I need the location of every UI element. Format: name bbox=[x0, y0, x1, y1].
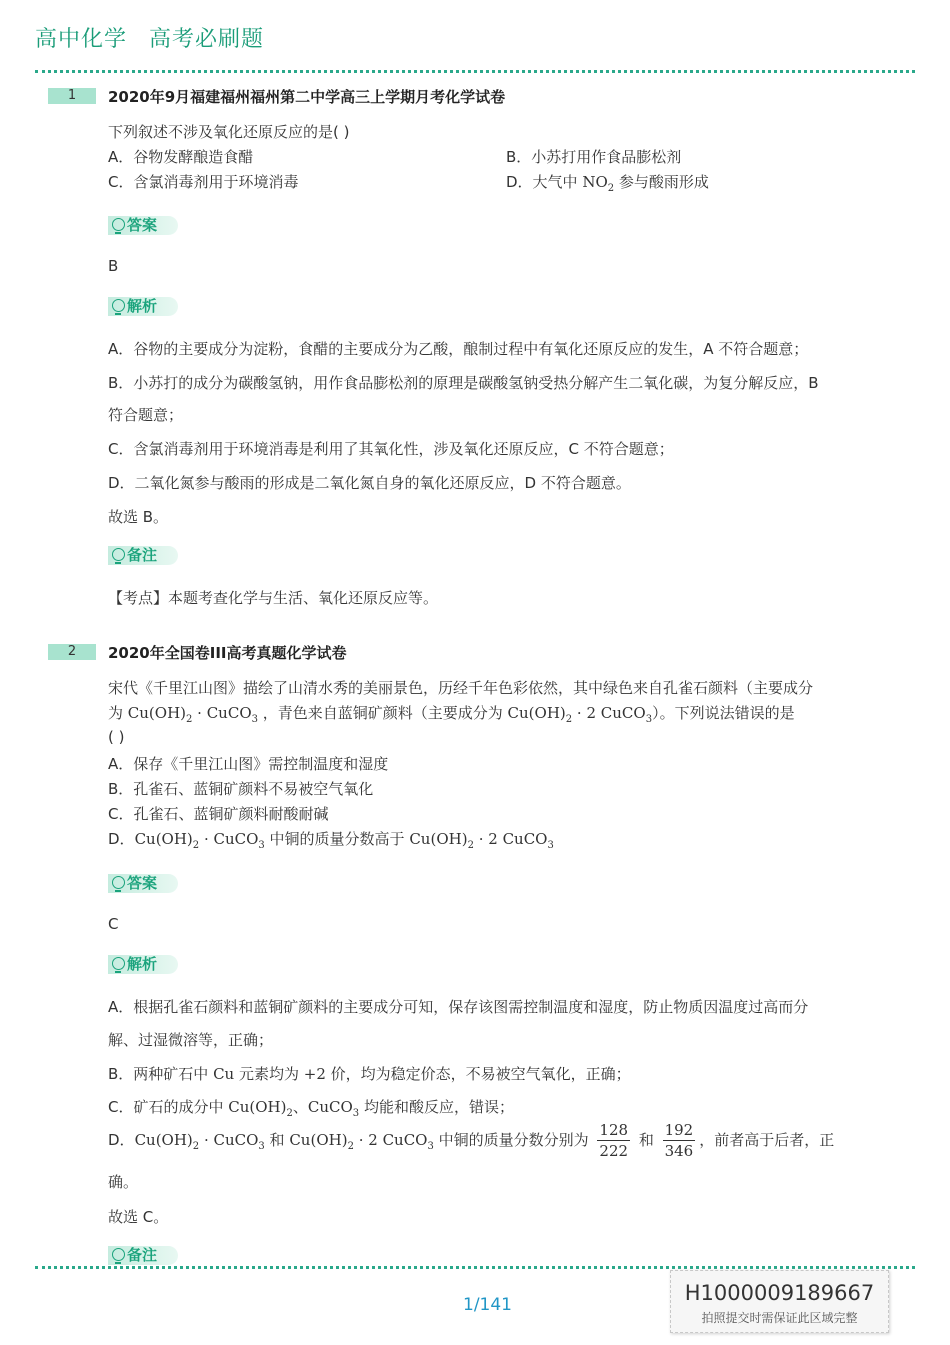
analysis-line: C．矿石的成分中 $Cu(OH)_2$、CuCO$_3$ 均能和酸反应，错误； bbox=[108, 1098, 514, 1119]
analysis-line: D．$Cu(OH)_2$ · CuCO$_3$ 和 $Cu(OH)_2 \cdot 2$ CuCO$_3$ 中铜的质量分数分别为 $\frac{128}{222}$ 和 $\frac{192}{346}$ ，前者高于后者，正 bbox=[108, 1121, 835, 1160]
lightbulb-icon bbox=[112, 299, 125, 312]
analysis-line: 符合题意； bbox=[108, 406, 184, 424]
option-b: B．小苏打用作食品膨松剂 bbox=[506, 148, 682, 166]
option-c: C．孔雀石、蓝铜矿颜料耐酸耐碱 bbox=[108, 805, 329, 823]
question-number: 1 bbox=[48, 88, 96, 104]
lightbulb-icon bbox=[112, 218, 125, 231]
option-d: D．$Cu(OH)_2$ · CuCO$_3$ 中铜的质量分数高于 $Cu(OH)_2 \cdot 2$ CuCO$_3$ bbox=[108, 830, 554, 851]
analysis-line: 确。 bbox=[108, 1173, 139, 1191]
note-tag: 备注 bbox=[108, 546, 178, 565]
option-b: B．孔雀石、蓝铜矿颜料不易被空气氧化 bbox=[108, 780, 374, 798]
analysis-line: C．含氯消毒剂用于环境消毒是利用了其氧化性，涉及氧化还原反应，C 不符合题意； bbox=[108, 440, 674, 458]
page-header bbox=[35, 22, 264, 53]
question-stem: 宋代《千里江山图》描绘了山清水秀的美丽景色，历经千年色彩依然，其中绿色来自孔雀石颜料（主要成分 bbox=[108, 679, 814, 697]
answer-value: B bbox=[108, 257, 119, 275]
question-stem: ( ) bbox=[108, 728, 125, 746]
option-a: A．保存《千里江山图》需控制温度和湿度 bbox=[108, 755, 389, 773]
answer-tag: 答案 bbox=[108, 874, 178, 893]
top-divider bbox=[35, 70, 915, 73]
lightbulb-icon bbox=[112, 876, 125, 889]
question-number: 2 bbox=[48, 644, 96, 660]
option-a: A．谷物发酵酿造食醋 bbox=[108, 148, 254, 166]
subject-label: 高中化学 bbox=[35, 27, 128, 52]
lightbulb-icon bbox=[112, 957, 125, 970]
page-number: 1/141 bbox=[463, 1295, 512, 1315]
analysis-line: 故选 B。 bbox=[108, 508, 169, 526]
question-source: 2020年9月福建福州福州第二中学高三上学期月考化学试卷 bbox=[108, 88, 506, 106]
analysis-line: A．根据孔雀石颜料和蓝铜矿颜料的主要成分可知，保存该图需控制温度和湿度，防止物质因温度过高而分 bbox=[108, 998, 809, 1016]
analysis-line: 故选 C。 bbox=[108, 1208, 169, 1226]
analysis-line: B．小苏打的成分为碳酸氢钠，用作食品膨松剂的原理是碳酸氢钠受热分解产生二氧化碳，为复分解反应，B bbox=[108, 374, 819, 392]
question-source: 2020年全国卷III高考真题化学试卷 bbox=[108, 644, 347, 662]
note-text: 【考点】本题考查化学与生活、氧化还原反应等。 bbox=[108, 589, 439, 607]
note-tag: 备注 bbox=[108, 1246, 178, 1265]
answer-value: C bbox=[108, 915, 119, 933]
analysis-line: A．谷物的主要成分为淀粉，食醋的主要成分为乙酸，酿制过程中有氧化还原反应的发生，A 不符合题意； bbox=[108, 340, 809, 358]
fraction: $\frac{192}{346}$ bbox=[664, 1121, 694, 1160]
book-title: 高考必刷题 bbox=[149, 27, 265, 52]
id-stamp bbox=[670, 1270, 889, 1333]
option-d: D．大气中 $NO_2$ 参与酸雨形成 bbox=[506, 173, 709, 194]
answer-tag: 答案 bbox=[108, 216, 178, 235]
stamp-hint: 拍照提交时需保证此区域完整 bbox=[701, 1311, 858, 1325]
document-code: H1000009189667 bbox=[684, 1281, 875, 1305]
bottom-divider bbox=[35, 1266, 915, 1269]
fraction: $\frac{128}{222}$ bbox=[599, 1121, 629, 1160]
question-stem: 为 $Cu(OH)_2$ · CuCO$_3$ ，青色来自蓝铜矿颜料（主要成分为 $Cu(OH)_2 \cdot 2$ CuCO$_3$）。下列说法错误的是 bbox=[108, 704, 795, 725]
analysis-tag: 解析 bbox=[108, 955, 178, 974]
analysis-line: D．二氧化氮参与酸雨的形成是二氧化氮自身的氧化还原反应，D 不符合题意。 bbox=[108, 474, 631, 492]
lightbulb-icon bbox=[112, 548, 125, 561]
question-stem: 下列叙述不涉及氧化还原反应的是( ) bbox=[108, 123, 350, 141]
analysis-line: 解、过湿微溶等，正确； bbox=[108, 1031, 274, 1049]
analysis-tag: 解析 bbox=[108, 297, 178, 316]
lightbulb-icon bbox=[112, 1248, 125, 1261]
option-c: C．含氯消毒剂用于环境消毒 bbox=[108, 173, 299, 191]
analysis-line: B．两种矿石中 Cu 元素均为 +2 价，均为稳定价态，不易被空气氧化，正确； bbox=[108, 1065, 631, 1083]
